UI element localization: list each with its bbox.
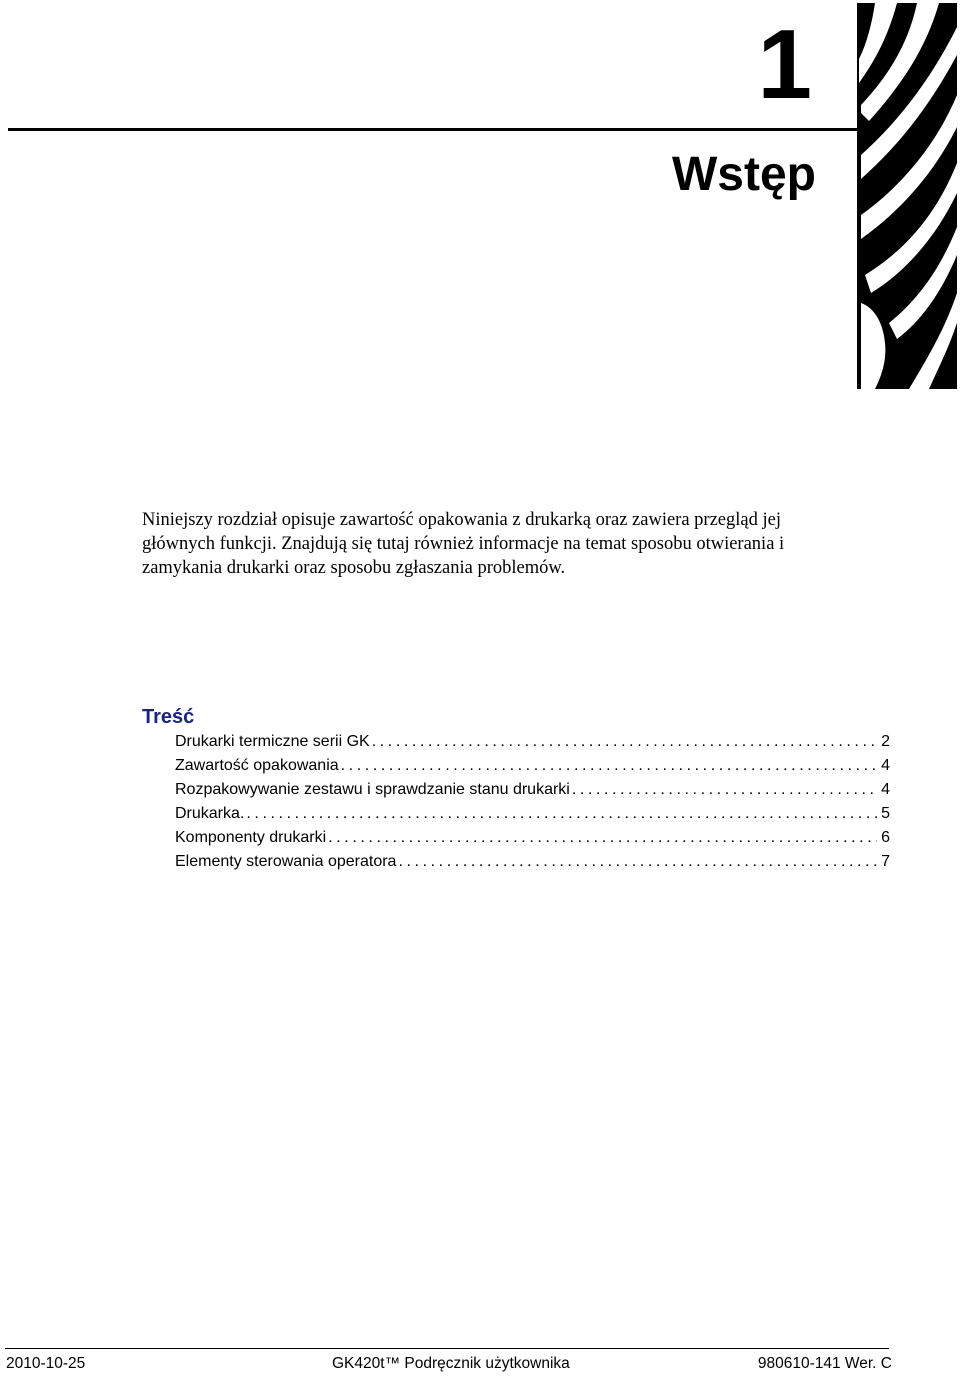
table-of-contents [175, 730, 890, 874]
toc-entry[interactable] [175, 850, 890, 874]
toc-entry-page: 7 [881, 853, 890, 870]
toc-entry-page: 5 [881, 805, 890, 822]
header-rule [8, 128, 858, 131]
toc-entry-label: Rozpakowywanie zestawu i sprawdzanie stanu drukarki [175, 781, 570, 798]
footer-rule [5, 1348, 889, 1349]
toc-leader [372, 730, 877, 754]
zebra-stripes-icon [857, 3, 957, 389]
toc-entry-page: 6 [881, 829, 890, 846]
toc-entry-page: 4 [881, 781, 890, 798]
toc-entry[interactable] [175, 802, 890, 826]
chapter-number: 1 [757, 9, 812, 119]
toc-leader [572, 778, 877, 802]
toc-leader [341, 754, 877, 778]
toc-entry[interactable] [175, 754, 890, 778]
toc-entry-label: Drukarki termiczne serii GK [175, 733, 370, 750]
toc-entry-label: Drukarka. [175, 805, 245, 822]
footer-manual-title: GK420t™ Podręcznik użytkownika [332, 1355, 570, 1372]
intro-paragraph: Niniejszy rozdział opisuje zawartość opakowania z drukarką oraz zawiera przegląd jej głównych funkcji. Znajdują się tutaj również informacje na temat sposobu otwierania i zamykania drukarki oraz sposobu zgłaszania problemów. [142, 510, 785, 578]
toc-leader [398, 850, 877, 874]
footer-doc-number: 980610-141 Wer. C [757, 1355, 892, 1372]
toc-leader [328, 826, 877, 850]
toc-entry-page: 4 [881, 757, 890, 774]
toc-leader [246, 802, 877, 826]
footer-date: 2010-10-25 [6, 1355, 86, 1372]
toc-entry-label: Elementy sterowania operatora [175, 853, 397, 870]
toc-entry[interactable] [175, 778, 890, 802]
toc-entry[interactable] [175, 730, 890, 754]
toc-entry[interactable] [175, 826, 890, 850]
toc-entry-label: Zawartość opakowania [175, 757, 339, 774]
toc-entry-label: Komponenty drukarki [175, 829, 327, 846]
chapter-title: Wstęp [672, 148, 816, 201]
toc-heading: Treść [142, 706, 195, 728]
toc-entry-page: 2 [881, 733, 890, 750]
